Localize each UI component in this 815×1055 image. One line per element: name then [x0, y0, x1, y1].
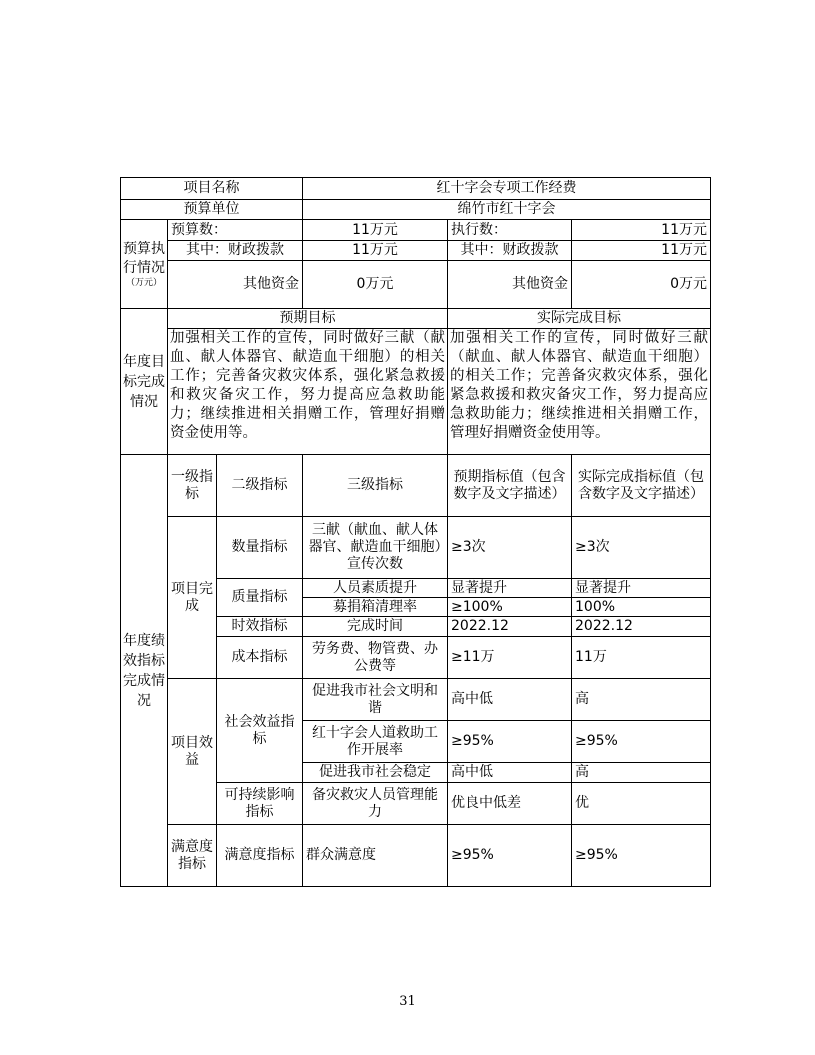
level2-cost: 成本指标 [217, 637, 303, 679]
table-row-expected: ≥11万 [448, 637, 572, 679]
expected-value-header: 预期指标值（包含数字及文字描述） [448, 455, 572, 517]
other-funds-exec-value: 0万元 [572, 261, 711, 309]
table-row-expected: 显著提升 [448, 579, 572, 598]
other-funds-label: 其他资金 [168, 261, 303, 309]
expected-goal-text: 加强相关工作的宣传，同时做好三献（献血、献人体器官、献造血干细胞）的相关工作；完善备灾救灾体系，强化紧急救援和救灾备灾工作，努力提高应急救助能力；继续推进相关捐赠工作，管理好捐赠资金使用等。 [168, 329, 448, 455]
actual-goal-header: 实际完成目标 [448, 309, 711, 329]
table-row-actual: 高 [572, 679, 711, 721]
table-row-actual: 11万 [572, 637, 711, 679]
table-row-actual: ≥3次 [572, 517, 711, 579]
budget-amount-label: 预算数： [168, 220, 303, 241]
fiscal-exec-value: 11万元 [572, 241, 711, 261]
table-row-actual: 显著提升 [572, 579, 711, 598]
fiscal-exec-label: 其中：财政拨款 [448, 241, 572, 261]
table-row-actual: 2022.12 [572, 617, 711, 637]
budget-amount-value: 11万元 [303, 220, 448, 241]
level2-quality: 质量指标 [217, 579, 303, 617]
project-name-label: 项目名称 [121, 178, 303, 200]
budget-unit-note: （万元） [125, 278, 162, 288]
level2-quantity: 数量指标 [217, 517, 303, 579]
table-row-level3: 劳务费、物管费、办公费等 [303, 637, 448, 679]
other-funds-budget-value: 0万元 [303, 261, 448, 309]
table-row-level3: 募捐箱清理率 [303, 598, 448, 617]
table-row-actual: ≥95% [572, 825, 711, 887]
table-row-expected: ≥95% [448, 825, 572, 887]
actual-goal-text: 加强相关工作的宣传，同时做好三献（献血、献人体器官、献造血干细胞）的相关工作；完善备灾救灾体系，强化紧急救援和救灾备灾工作，努力提高应急救助能力；继续推进相关捐赠工作，管理好捐赠资金使用等。 [448, 329, 711, 455]
table-row-expected: ≥3次 [448, 517, 572, 579]
table-row-actual: 优 [572, 783, 711, 825]
budget-unit-label: 预算单位 [121, 200, 303, 220]
fiscal-budget-value: 11万元 [303, 241, 448, 261]
table-row-level3: 群众满意度 [303, 825, 448, 887]
table-row-actual: 高 [572, 763, 711, 783]
table-row-expected: 高中低 [448, 763, 572, 783]
table-row-level3: 备灾救灾人员管理能力 [303, 783, 448, 825]
performance-table [120, 177, 711, 887]
table-row-expected: 优良中低差 [448, 783, 572, 825]
budget-unit-value: 绵竹市红十字会 [303, 200, 711, 220]
table-row-expected: 高中低 [448, 679, 572, 721]
project-name-value: 红十字会专项工作经费 [303, 178, 711, 200]
table-row-level3: 完成时间 [303, 617, 448, 637]
table-row-actual: ≥95% [572, 721, 711, 763]
table-row-expected: ≥100% [448, 598, 572, 617]
level2-satisfaction: 满意度指标 [217, 825, 303, 887]
table-row-level3: 人员素质提升 [303, 579, 448, 598]
level2-timeliness: 时效指标 [217, 617, 303, 637]
exec-amount-value: 11万元 [572, 220, 711, 241]
level2-header: 二级指标 [217, 455, 303, 517]
expected-goal-header: 预期目标 [168, 309, 448, 329]
fiscal-label: 其中：财政拨款 [168, 241, 303, 261]
table-row-level3: 促进我市社会稳定 [303, 763, 448, 783]
exec-amount-label: 执行数： [448, 220, 572, 241]
level1-effect: 项目效益 [168, 679, 217, 825]
table-row-actual: 100% [572, 598, 711, 617]
level2-social: 社会效益指标 [217, 679, 303, 783]
level1-header: 一级指标 [168, 455, 217, 517]
actual-value-header: 实际完成指标值（包含数字及文字描述） [572, 455, 711, 517]
table-row-level3: 促进我市社会文明和谐 [303, 679, 448, 721]
page-number: 31 [399, 994, 416, 1009]
budget-execution-label: 预算执行情况 （万元） [121, 220, 168, 309]
table-row-expected: 2022.12 [448, 617, 572, 637]
level1-completion: 项目完成 [168, 517, 217, 679]
table-row-level3: 三献（献血、献人体器官、献造血干细胞）宣传次数 [303, 517, 448, 579]
level1-satisfaction: 满意度指标 [168, 825, 217, 887]
annual-goal-label: 年度目标完成情况 [121, 309, 168, 455]
other-funds-exec-label: 其他资金 [448, 261, 572, 309]
level2-sustainable: 可持续影响指标 [217, 783, 303, 825]
performance-section-label: 年度绩效指标完成情况 [121, 455, 168, 887]
level3-header: 三级指标 [303, 455, 448, 517]
table-row-expected: ≥95% [448, 721, 572, 763]
table-row-level3: 红十字会人道救助工作开展率 [303, 721, 448, 763]
